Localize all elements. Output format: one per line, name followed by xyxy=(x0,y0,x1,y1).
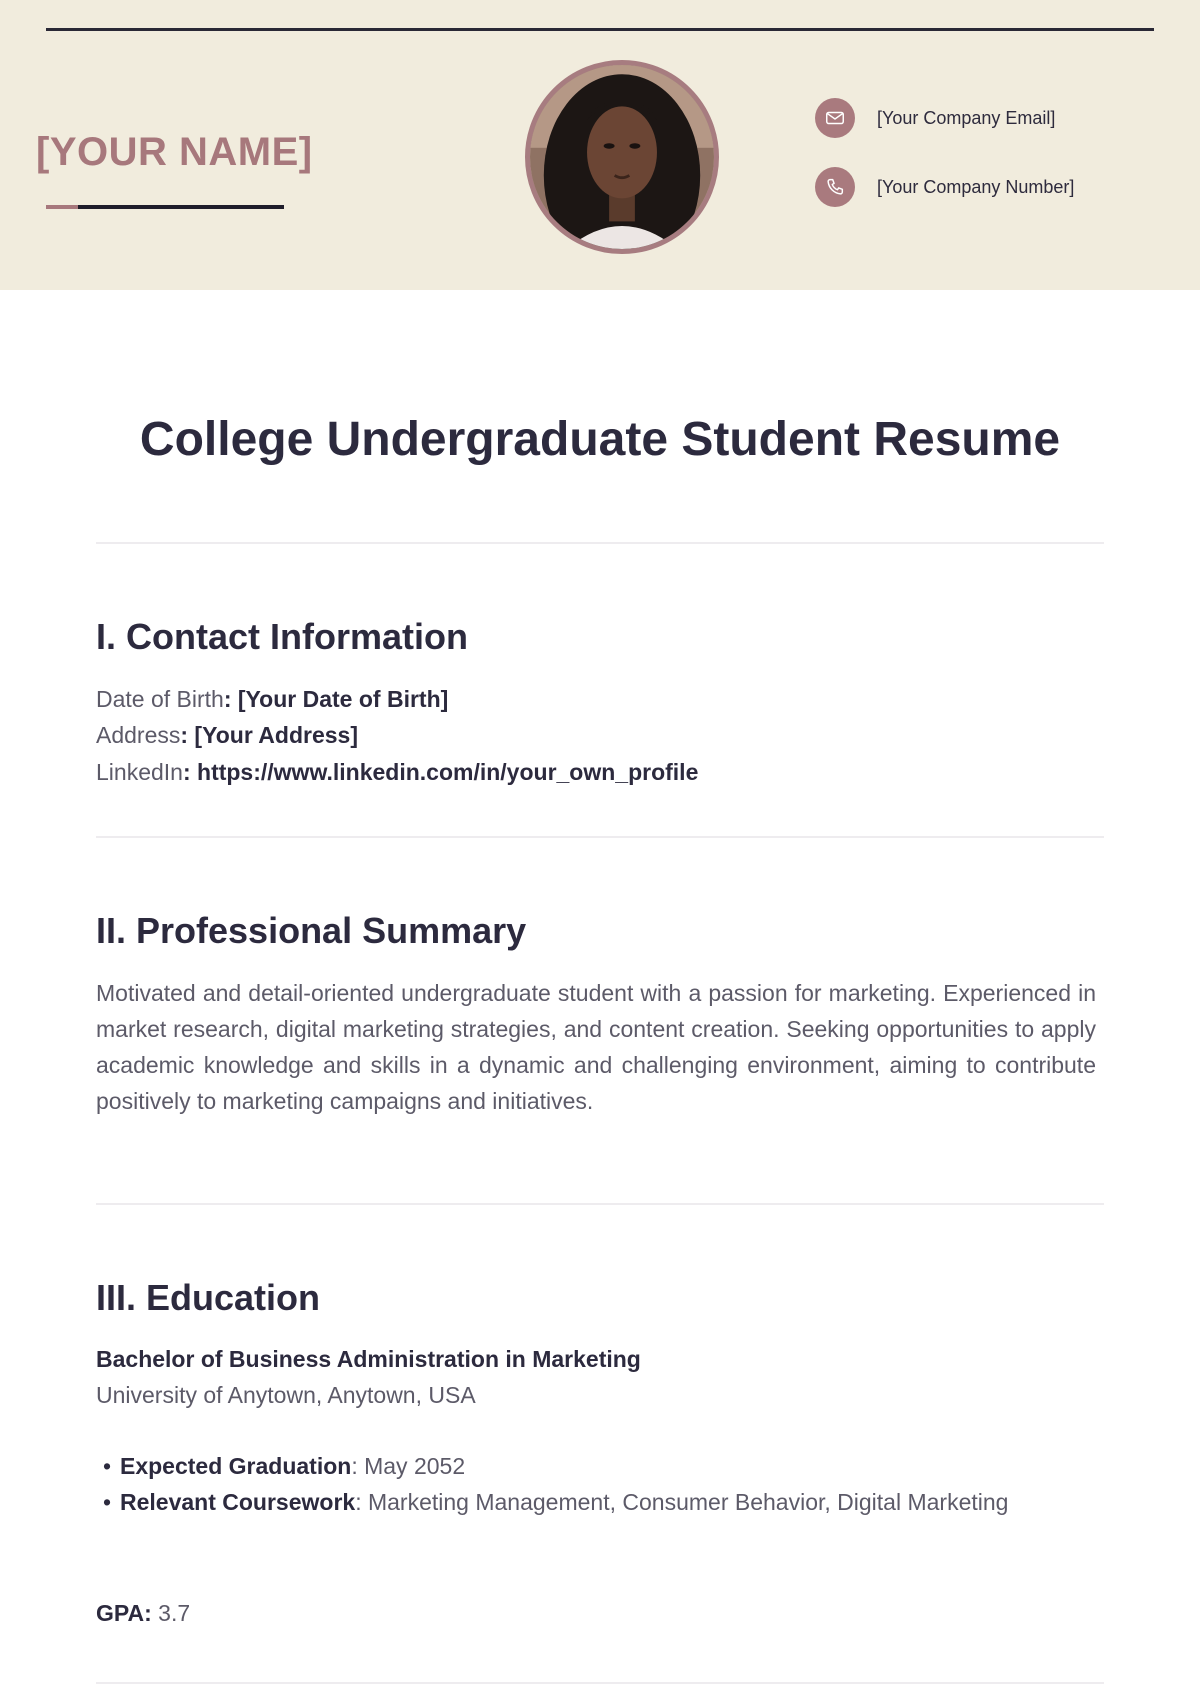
header-top-rule xyxy=(46,28,1154,31)
header-email: [Your Company Email] xyxy=(877,107,1056,128)
address-line xyxy=(96,722,358,749)
dob-line xyxy=(96,686,448,713)
linkedin-value: : https://www.linkedin.com/in/your_own_profile xyxy=(182,759,699,785)
divider xyxy=(96,1682,1104,1684)
gpa-line xyxy=(96,1600,190,1627)
education-heading: III. Education xyxy=(96,1277,321,1318)
dob-value: : [Your Date of Birth] xyxy=(223,686,449,712)
contact-heading: I. Contact Information xyxy=(96,616,468,657)
divider xyxy=(96,836,1104,838)
header-phone-row xyxy=(815,167,1074,207)
gpa-value: 3.7 xyxy=(151,1600,191,1626)
education-details-list xyxy=(100,1448,1080,1520)
divider xyxy=(96,542,1104,544)
header-banner xyxy=(0,0,1200,290)
address-label: Address xyxy=(96,722,181,748)
phone-icon xyxy=(815,167,855,207)
mail-icon xyxy=(815,98,855,138)
list-item xyxy=(100,1484,1080,1520)
header-phone: [Your Company Number] xyxy=(877,176,1075,197)
applicant-name: [YOUR NAME] xyxy=(36,130,313,174)
address-value: : [Your Address] xyxy=(180,722,358,748)
linkedin-line xyxy=(96,759,698,786)
linkedin-label: LinkedIn xyxy=(96,759,183,785)
profile-photo xyxy=(525,60,719,254)
header-email-row xyxy=(815,98,1055,138)
list-item xyxy=(100,1448,1080,1484)
dob-label: Date of Birth xyxy=(96,686,224,712)
summary-heading: II. Professional Summary xyxy=(96,910,527,951)
portrait-image xyxy=(530,65,714,249)
summary-text: Motivated and detail-oriented undergraduate student with a passion for marketing. Experienced in market research, digital marketing strategies, and content creation. Seeking opportunities to apply academic knowledge and skills in a dynamic and challenging environment, aiming to contribute positively to marketing campaigns and initiatives. xyxy=(96,980,1096,1114)
degree: Bachelor of Business Administration in Marketing xyxy=(96,1346,641,1372)
divider xyxy=(96,1203,1104,1205)
gpa-label: GPA: xyxy=(96,1600,152,1626)
name-underline xyxy=(46,205,284,209)
coursework-value: : Marketing Management, Consumer Behavior, Digital Marketing xyxy=(355,1489,1009,1515)
school: University of Anytown, Anytown, USA xyxy=(96,1382,476,1408)
coursework-label: Relevant Coursework xyxy=(120,1489,356,1515)
page-title: College Undergraduate Student Resume xyxy=(139,413,1061,466)
graduation-label: Expected Graduation xyxy=(120,1453,352,1479)
degree-line xyxy=(96,1346,641,1373)
graduation-value: : May 2052 xyxy=(351,1453,466,1479)
name-underline-accent xyxy=(46,205,78,209)
